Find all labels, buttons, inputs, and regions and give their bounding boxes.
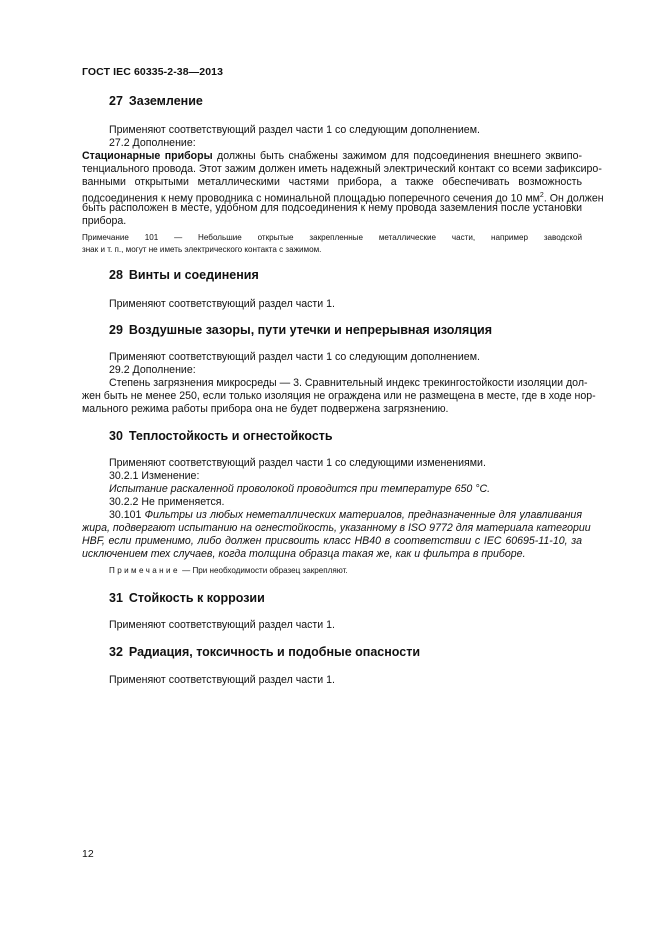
- clause-number: 30.101: [109, 509, 145, 521]
- paragraph: Применяют соответствующий раздел части 1 со следующими изменениями.: [109, 457, 486, 469]
- paragraph: Применяют соответствующий раздел части 1 со следующим дополнением.: [109, 124, 480, 136]
- note-label: Примечание: [109, 566, 180, 575]
- paragraph: Применяют соответствующий раздел части 1 со следующим дополнением.: [109, 351, 480, 363]
- paragraph: Применяют соответствующий раздел части 1.: [109, 298, 335, 310]
- section-31-heading: [109, 591, 265, 605]
- text-span: . Он должен: [543, 192, 604, 205]
- paragraph-line: исключением тех случаев, когда толщина образца такая же, как и фильтра в приборе.: [82, 548, 526, 560]
- note-text: — При необходимости образец закрепляют.: [179, 566, 348, 575]
- paragraph-line: мального режима работы прибора она не будет подвержена загрязнению.: [82, 403, 449, 415]
- document-header: ГОСТ IEC 60335-2-38—2013: [82, 66, 224, 78]
- subclause-label: 30.2.2 Не применяется.: [109, 496, 225, 508]
- paragraph-line: быть расположен в месте, удобном для подсоединения к нему провода заземления после установки: [82, 202, 582, 214]
- section-title: Воздушные зазоры, пути утечки и непрерывная изоляция: [128, 323, 493, 337]
- section-title: Винты и соединения: [128, 268, 259, 282]
- section-number: 32: [109, 645, 123, 659]
- subclause-label: 29.2 Дополнение:: [109, 364, 196, 376]
- paragraph-line: [82, 150, 582, 163]
- paragraph-line: жира, подвергают испытанию на огнестойкость, указанному в ISO 9772 для материала категории: [82, 522, 591, 534]
- section-number: 29: [109, 323, 123, 337]
- note-label: Примечание: [82, 233, 129, 242]
- section-number: 27: [109, 94, 123, 108]
- note-line: знак и т. п., могут не иметь электрического контакта с зажимом.: [82, 245, 322, 254]
- paragraph-line: HBF, если применимо, либо должен присвоить класс HB40 в соответствии с IEC 60695-11-10, за: [82, 535, 582, 547]
- section-number: 30: [109, 429, 123, 443]
- paragraph-line: [109, 509, 582, 522]
- paragraph-line: Степень загрязнения микросреды — 3. Сравнительный индекс трекингостойкости изоляции дол-: [109, 377, 588, 389]
- section-32-heading: [109, 645, 420, 659]
- text-span: подсоединения к нему проводника с номинальной площадью поперечного сечения до 10 мм: [82, 192, 540, 205]
- note-line: [82, 232, 582, 243]
- paragraph-line: прибора.: [82, 215, 127, 227]
- italic-paragraph: Испытание раскаленной проволокой проводится при температуре 650 °С.: [109, 483, 491, 495]
- italic-text: Фильтры из любых неметаллических материалов, предназначенные для улавливания: [144, 509, 582, 521]
- superscript: 2: [539, 192, 544, 199]
- section-30-heading: [109, 429, 333, 443]
- note-line: [109, 565, 348, 576]
- bold-term: Стационарные приборы: [82, 150, 213, 162]
- section-title: Теплостойкость и огнестойкость: [128, 429, 333, 443]
- subclause-label: 30.2.1 Изменение:: [109, 470, 200, 482]
- section-number: 31: [109, 591, 123, 605]
- note-text: 101 — Небольшие открытые закрепленные металлические части, например заводской: [128, 233, 582, 242]
- paragraph-line: ванными открытыми металлическими частями прибора, а также обеспечивать возможность: [82, 176, 582, 188]
- subclause-label: 27.2 Дополнение:: [109, 137, 196, 149]
- section-number: 28: [109, 268, 123, 282]
- paragraph-line: тенциального провода. Этот зажим должен иметь надежный электрический контакт со всеми зафиксиро-: [82, 163, 602, 175]
- section-title: Стойкость к коррозии: [128, 591, 265, 605]
- section-title: Радиация, токсичность и подобные опасности: [128, 645, 421, 659]
- paragraph-line: жен быть не менее 250, если только изоляция не ограждена или не размещена в месте, где в ходе нор-: [82, 390, 596, 402]
- text-span: должны быть снабжены зажимом для подсоединения внешнего эквипо-: [212, 150, 583, 162]
- section-title: Заземление: [128, 94, 203, 108]
- section-28-heading: [109, 268, 259, 282]
- section-27-heading: [109, 94, 203, 108]
- paragraph: Применяют соответствующий раздел части 1.: [109, 619, 335, 631]
- page-number: 12: [82, 848, 94, 860]
- section-29-heading: [109, 323, 492, 337]
- paragraph: Применяют соответствующий раздел части 1.: [109, 674, 335, 686]
